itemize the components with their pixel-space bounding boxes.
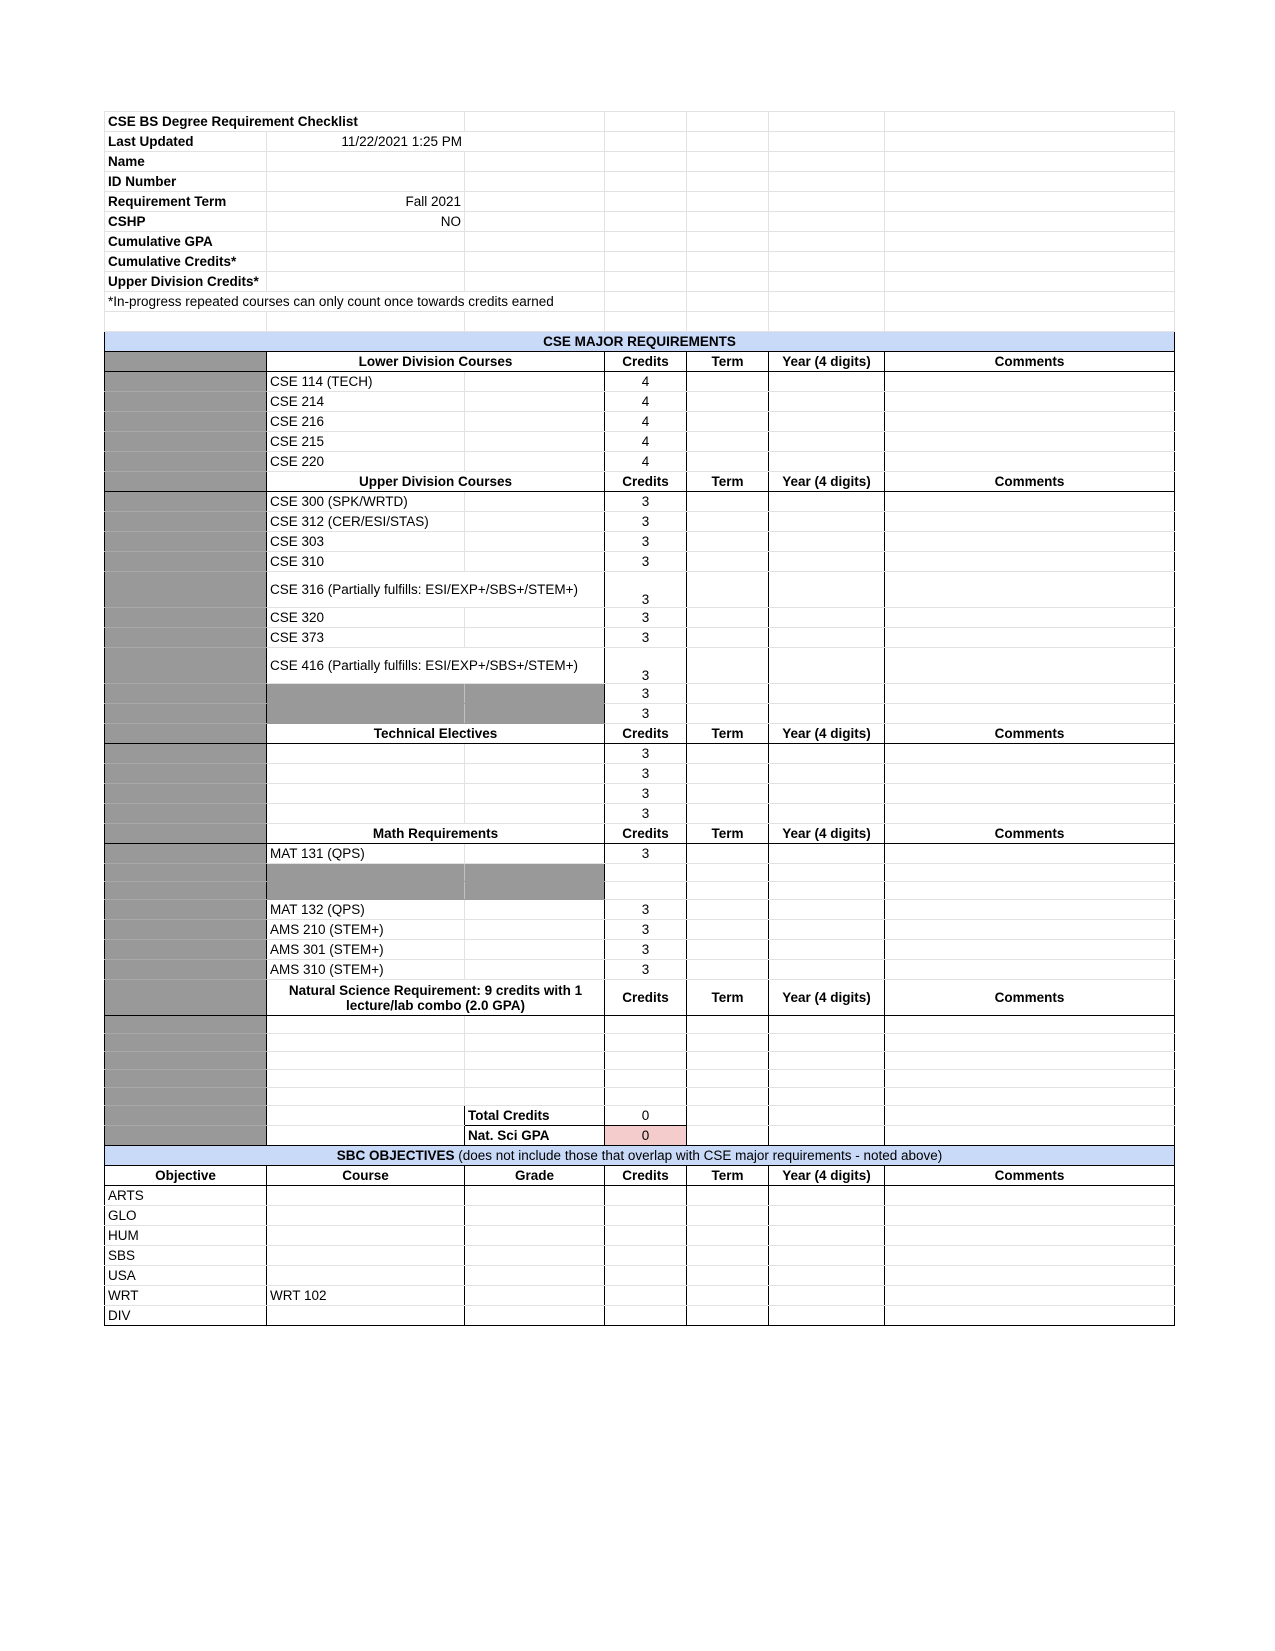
- nat-sci-gpa-label: Nat. Sci GPA: [465, 1126, 605, 1146]
- year-cell[interactable]: [769, 432, 885, 452]
- course-name: AMS 310 (STEM+): [267, 960, 465, 980]
- sbc-course[interactable]: [267, 1246, 465, 1266]
- term-cell[interactable]: [687, 628, 769, 648]
- year-cell[interactable]: [769, 512, 885, 532]
- requirement-term-value[interactable]: Fall 2021: [267, 192, 465, 212]
- comments-cell[interactable]: [885, 572, 1175, 608]
- course-credits: 3: [605, 684, 687, 704]
- credits-column-header: Credits: [605, 724, 687, 744]
- credits-cell[interactable]: [605, 1206, 687, 1226]
- course-credits: 4: [605, 372, 687, 392]
- comments-cell[interactable]: [885, 1206, 1175, 1226]
- blocked-cell: [465, 684, 605, 704]
- sbc-row: [105, 1246, 1175, 1266]
- course-credits: 4: [605, 412, 687, 432]
- term-cell[interactable]: [687, 1286, 769, 1306]
- term-cell[interactable]: [687, 608, 769, 628]
- grade-cell[interactable]: [465, 1186, 605, 1206]
- course-credits: 3: [605, 804, 687, 824]
- comments-cell[interactable]: [885, 648, 1175, 684]
- course-name: CSE 312 (CER/ESI/STAS): [267, 512, 465, 532]
- blocked-cell: [267, 864, 465, 882]
- term-cell[interactable]: [687, 960, 769, 980]
- natsci-row: [105, 1070, 1175, 1088]
- cumulative-credits-value[interactable]: [267, 252, 465, 272]
- comments-cell[interactable]: [885, 512, 1175, 532]
- year-cell[interactable]: [769, 572, 885, 608]
- course-credits: 3: [605, 920, 687, 940]
- comments-column-header: Comments: [885, 824, 1175, 844]
- comments-cell[interactable]: [885, 532, 1175, 552]
- course-name: CSE 220: [267, 452, 465, 472]
- comments-cell[interactable]: [885, 412, 1175, 432]
- blocked-cell: [267, 704, 465, 724]
- term-column-header: Term: [687, 1166, 769, 1186]
- course-name: CSE 316 (Partially fulfills: ESI/EXP+/SBS+/STEM+): [267, 572, 605, 608]
- term-cell[interactable]: [687, 764, 769, 784]
- year-cell[interactable]: [769, 960, 885, 980]
- grade-cell[interactable]: [465, 1286, 605, 1306]
- year-cell[interactable]: [769, 744, 885, 764]
- course-name: CSE 300 (SPK/WRTD): [267, 492, 465, 512]
- course-credits: 3: [605, 628, 687, 648]
- term-cell[interactable]: [687, 1088, 769, 1106]
- comments-cell[interactable]: [885, 940, 1175, 960]
- comments-column-header: Comments: [885, 1166, 1175, 1186]
- credits-cell[interactable]: [605, 1306, 687, 1326]
- credits-cell[interactable]: [605, 1286, 687, 1306]
- grade-cell[interactable]: [465, 1226, 605, 1246]
- credits-cell[interactable]: [605, 1246, 687, 1266]
- term-cell[interactable]: [687, 392, 769, 412]
- total-credits-value: 0: [605, 1106, 687, 1126]
- natsci-row: [105, 1034, 1175, 1052]
- comments-cell[interactable]: [885, 1034, 1175, 1052]
- course-credits: 4: [605, 392, 687, 412]
- term-cell[interactable]: [687, 1206, 769, 1226]
- year-cell[interactable]: [769, 648, 885, 684]
- elective-course-cell[interactable]: [267, 744, 465, 764]
- year-cell[interactable]: [769, 920, 885, 940]
- course-row: [105, 900, 1175, 920]
- cumulative-gpa-label: Cumulative GPA: [105, 232, 267, 252]
- comments-cell[interactable]: [885, 552, 1175, 572]
- term-cell[interactable]: [687, 784, 769, 804]
- term-column-header: Term: [687, 980, 769, 1016]
- sbc-banner-note: (does not include those that overlap with CSE major requirements - noted above): [454, 1148, 943, 1163]
- natsci-course-cell[interactable]: [267, 1034, 465, 1052]
- course-name: CSE 214: [267, 392, 465, 412]
- course-name: MAT 131 (QPS): [267, 844, 465, 864]
- sbc-course[interactable]: [267, 1226, 465, 1246]
- grade-cell[interactable]: [465, 1306, 605, 1326]
- course-name: CSE 114 (TECH): [267, 372, 465, 392]
- credits-column-header: Credits: [605, 980, 687, 1016]
- credits-cell[interactable]: [605, 1266, 687, 1286]
- comments-cell[interactable]: [885, 920, 1175, 940]
- comments-cell[interactable]: [885, 784, 1175, 804]
- year-cell[interactable]: [769, 492, 885, 512]
- course-credits: 3: [605, 552, 687, 572]
- term-cell[interactable]: [687, 900, 769, 920]
- elective-course-cell[interactable]: [267, 764, 465, 784]
- comments-column-header: Comments: [885, 724, 1175, 744]
- comments-column-header: Comments: [885, 352, 1175, 372]
- term-cell[interactable]: [687, 412, 769, 432]
- course-row: [105, 960, 1175, 980]
- sbc-course[interactable]: [267, 1306, 465, 1326]
- natsci-row: [105, 1088, 1175, 1106]
- comments-cell[interactable]: [885, 1306, 1175, 1326]
- comments-cell[interactable]: [885, 628, 1175, 648]
- total-credits-label: Total Credits: [465, 1106, 605, 1126]
- course-credits: 3: [605, 784, 687, 804]
- year-cell[interactable]: [769, 684, 885, 704]
- course-credits: 3: [605, 608, 687, 628]
- major-requirements-banner: CSE MAJOR REQUIREMENTS: [105, 332, 1175, 352]
- term-cell[interactable]: [687, 744, 769, 764]
- year-column-header: Year (4 digits): [769, 980, 885, 1016]
- course-credits: 3: [605, 492, 687, 512]
- term-column-header: Term: [687, 724, 769, 744]
- course-credits: 3: [605, 744, 687, 764]
- grade-cell[interactable]: [465, 1246, 605, 1266]
- sbc-row: [105, 1306, 1175, 1326]
- course-credits: 4: [605, 432, 687, 452]
- natural-science-heading: Natural Science Requirement: 9 credits with 1 lecture/lab combo (2.0 GPA): [267, 980, 605, 1016]
- upper-division-credits-label: Upper Division Credits*: [105, 272, 267, 292]
- year-cell[interactable]: [769, 1016, 885, 1034]
- term-cell[interactable]: [687, 1266, 769, 1286]
- course-row: [105, 532, 1175, 552]
- year-cell[interactable]: [769, 704, 885, 724]
- course-row: [105, 608, 1175, 628]
- natsci-course-cell[interactable]: [267, 1088, 465, 1106]
- term-cell[interactable]: [687, 804, 769, 824]
- technical-electives-heading: Technical Electives: [267, 724, 605, 744]
- course-credits: 3: [605, 960, 687, 980]
- natsci-course-cell[interactable]: [267, 1052, 465, 1070]
- credits-cell[interactable]: [605, 1088, 687, 1106]
- year-cell[interactable]: [769, 1206, 885, 1226]
- course-row: [105, 844, 1175, 864]
- course-name: CSE 215: [267, 432, 465, 452]
- grade-column-header: Grade: [465, 1166, 605, 1186]
- year-cell[interactable]: [769, 1052, 885, 1070]
- sbc-objective: DIV: [105, 1306, 267, 1326]
- course-credits: 3: [605, 512, 687, 532]
- course-credits: 3: [605, 764, 687, 784]
- requirement-term-label: Requirement Term: [105, 192, 267, 212]
- comments-cell[interactable]: [885, 900, 1175, 920]
- elective-course-cell[interactable]: [267, 784, 465, 804]
- year-cell[interactable]: [769, 764, 885, 784]
- upper-division-credits-value[interactable]: [267, 272, 465, 292]
- comments-cell[interactable]: [885, 1286, 1175, 1306]
- course-name: CSE 373: [267, 628, 465, 648]
- comments-cell[interactable]: [885, 452, 1175, 472]
- comments-column-header: Comments: [885, 980, 1175, 1016]
- sbc-objective: ARTS: [105, 1186, 267, 1206]
- grade-cell[interactable]: [465, 1206, 605, 1226]
- course-row: [105, 648, 1175, 684]
- last-updated-value: 11/22/2021 1:25 PM: [341, 134, 462, 149]
- comments-cell[interactable]: [885, 804, 1175, 824]
- checklist-title: CSE BS Degree Requirement Checklist: [105, 112, 465, 132]
- cumulative-gpa-value[interactable]: [267, 232, 465, 252]
- term-cell[interactable]: [687, 1186, 769, 1206]
- nat-sci-gpa-value: 0: [605, 1126, 687, 1146]
- year-cell[interactable]: [769, 1088, 885, 1106]
- credits-footnote: *In-progress repeated courses can only count once towards credits earned: [105, 292, 605, 312]
- grade-cell[interactable]: [465, 1266, 605, 1286]
- natsci-row: [105, 1016, 1175, 1034]
- cshp-value[interactable]: NO: [267, 212, 465, 232]
- comments-cell[interactable]: [885, 372, 1175, 392]
- term-cell[interactable]: [687, 572, 769, 608]
- year-cell[interactable]: [769, 392, 885, 412]
- course-row: [105, 552, 1175, 572]
- elective-course-cell[interactable]: [267, 804, 465, 824]
- course-row: [105, 432, 1175, 452]
- course-row: [105, 412, 1175, 432]
- sbc-banner-title: SBC OBJECTIVES: [336, 1148, 455, 1163]
- year-cell[interactable]: [769, 1034, 885, 1052]
- course-credits: 3: [605, 940, 687, 960]
- sbc-course[interactable]: [267, 1206, 465, 1226]
- credits-cell[interactable]: [605, 1070, 687, 1088]
- year-cell[interactable]: [769, 1226, 885, 1246]
- term-cell[interactable]: [687, 648, 769, 684]
- name-value[interactable]: [267, 152, 465, 172]
- year-cell[interactable]: [769, 1070, 885, 1088]
- natsci-course-cell[interactable]: [267, 1016, 465, 1034]
- term-cell[interactable]: [687, 684, 769, 704]
- term-cell[interactable]: [687, 1246, 769, 1266]
- blocked-cell: [465, 882, 605, 900]
- term-cell[interactable]: [687, 1306, 769, 1326]
- term-cell[interactable]: [687, 492, 769, 512]
- sbc-row: [105, 1206, 1175, 1226]
- comments-cell[interactable]: [885, 1052, 1175, 1070]
- credits-column-header: Credits: [605, 824, 687, 844]
- sbc-row: [105, 1266, 1175, 1286]
- course-name: AMS 210 (STEM+): [267, 920, 465, 940]
- term-cell[interactable]: [687, 1034, 769, 1052]
- course-row: [105, 572, 1175, 608]
- term-cell[interactable]: [687, 1052, 769, 1070]
- course-row: [105, 684, 1175, 704]
- comments-cell[interactable]: [885, 1088, 1175, 1106]
- comments-cell[interactable]: [885, 608, 1175, 628]
- term-column-header: Term: [687, 472, 769, 492]
- course-row: [105, 920, 1175, 940]
- year-column-header: Year (4 digits): [769, 352, 885, 372]
- term-cell[interactable]: [687, 532, 769, 552]
- course-row: [105, 940, 1175, 960]
- course-row: [105, 512, 1175, 532]
- comments-cell[interactable]: [885, 844, 1175, 864]
- comments-cell[interactable]: [885, 392, 1175, 412]
- course-name: CSE 216: [267, 412, 465, 432]
- comments-cell[interactable]: [885, 960, 1175, 980]
- course-credits: 3: [605, 844, 687, 864]
- sbc-objective: HUM: [105, 1226, 267, 1246]
- course-credits: 3: [605, 648, 687, 684]
- course-row: [105, 492, 1175, 512]
- course-row: [105, 704, 1175, 724]
- year-cell[interactable]: [769, 628, 885, 648]
- comments-cell[interactable]: [885, 1246, 1175, 1266]
- course-name: CSE 310: [267, 552, 465, 572]
- comments-cell[interactable]: [885, 704, 1175, 724]
- sbc-row: [105, 1186, 1175, 1206]
- objective-column-header: Objective: [105, 1166, 267, 1186]
- comments-cell[interactable]: [885, 1226, 1175, 1246]
- term-cell[interactable]: [687, 940, 769, 960]
- year-cell[interactable]: [769, 532, 885, 552]
- year-cell[interactable]: [769, 900, 885, 920]
- comments-cell[interactable]: [885, 744, 1175, 764]
- credits-cell[interactable]: [605, 1186, 687, 1206]
- comments-cell[interactable]: [885, 764, 1175, 784]
- comments-cell[interactable]: [885, 1266, 1175, 1286]
- term-cell[interactable]: [687, 512, 769, 532]
- term-cell[interactable]: [687, 1226, 769, 1246]
- comments-cell[interactable]: [885, 1070, 1175, 1088]
- term-cell[interactable]: [687, 552, 769, 572]
- comments-cell[interactable]: [885, 684, 1175, 704]
- natsci-course-cell[interactable]: [267, 1070, 465, 1088]
- cshp-label: CSHP: [105, 212, 267, 232]
- sbc-row: [105, 1286, 1175, 1306]
- credits-cell[interactable]: [605, 1016, 687, 1034]
- last-updated-label: Last Updated: [105, 132, 267, 152]
- year-cell[interactable]: [769, 1266, 885, 1286]
- id-number-label: ID Number: [105, 172, 267, 192]
- year-column-header: Year (4 digits): [769, 724, 885, 744]
- upper-division-heading: Upper Division Courses: [267, 472, 605, 492]
- course-credits: 3: [605, 532, 687, 552]
- term-cell[interactable]: [687, 452, 769, 472]
- year-cell[interactable]: [769, 372, 885, 392]
- term-cell[interactable]: [687, 920, 769, 940]
- year-cell[interactable]: [769, 1186, 885, 1206]
- sbc-objectives-banner: [105, 1146, 1175, 1166]
- term-column-header: Term: [687, 824, 769, 844]
- comments-cell[interactable]: [885, 1016, 1175, 1034]
- sbc-course[interactable]: [267, 1186, 465, 1206]
- term-cell[interactable]: [687, 1070, 769, 1088]
- sbc-objective: SBS: [105, 1246, 267, 1266]
- term-cell[interactable]: [687, 704, 769, 724]
- natsci-row: [105, 1052, 1175, 1070]
- year-cell[interactable]: [769, 844, 885, 864]
- degree-checklist-sheet: [104, 111, 1175, 1326]
- course-name: MAT 132 (QPS): [267, 900, 465, 920]
- sbc-objective: USA: [105, 1266, 267, 1286]
- course-name: CSE 320: [267, 608, 465, 628]
- blocked-cell: [465, 704, 605, 724]
- elective-row: [105, 804, 1175, 824]
- course-name: CSE 416 (Partially fulfills: ESI/EXP+/SBS+/STEM+): [267, 648, 605, 684]
- course-row: [105, 452, 1175, 472]
- credits-column-header: Credits: [605, 1166, 687, 1186]
- credits-cell[interactable]: [605, 1226, 687, 1246]
- course-credits: 3: [605, 900, 687, 920]
- sbc-row: [105, 1226, 1175, 1246]
- credits-column-header: Credits: [605, 472, 687, 492]
- term-cell[interactable]: [687, 372, 769, 392]
- year-cell[interactable]: [769, 1286, 885, 1306]
- sbc-course[interactable]: WRT 102: [267, 1286, 465, 1306]
- year-column-header: Year (4 digits): [769, 1166, 885, 1186]
- blocked-cell: [267, 882, 465, 900]
- course-credits: 3: [605, 572, 687, 608]
- elective-row: [105, 744, 1175, 764]
- term-cell[interactable]: [687, 844, 769, 864]
- sbc-objective: WRT: [105, 1286, 267, 1306]
- course-row: [105, 628, 1175, 648]
- math-requirements-heading: Math Requirements: [267, 824, 605, 844]
- year-cell[interactable]: [769, 1306, 885, 1326]
- course-credits: 4: [605, 452, 687, 472]
- comments-cell[interactable]: [885, 432, 1175, 452]
- blocked-cell: [267, 684, 465, 704]
- course-row: [105, 372, 1175, 392]
- year-cell[interactable]: [769, 608, 885, 628]
- credits-cell[interactable]: [605, 1052, 687, 1070]
- lower-division-heading: Lower Division Courses: [267, 352, 605, 372]
- year-cell[interactable]: [769, 552, 885, 572]
- id-number-value[interactable]: [267, 172, 465, 192]
- cumulative-credits-label: Cumulative Credits*: [105, 252, 267, 272]
- comments-cell[interactable]: [885, 492, 1175, 512]
- sbc-course[interactable]: [267, 1266, 465, 1286]
- year-column-header: Year (4 digits): [769, 472, 885, 492]
- blocked-cell: [465, 864, 605, 882]
- year-column-header: Year (4 digits): [769, 824, 885, 844]
- term-cell[interactable]: [687, 432, 769, 452]
- name-label: Name: [105, 152, 267, 172]
- course-row: [105, 392, 1175, 412]
- comments-cell[interactable]: [885, 1186, 1175, 1206]
- course-credits: 3: [605, 704, 687, 724]
- year-cell[interactable]: [769, 412, 885, 432]
- year-cell[interactable]: [769, 1246, 885, 1266]
- term-cell[interactable]: [687, 1016, 769, 1034]
- course-name: AMS 301 (STEM+): [267, 940, 465, 960]
- elective-row: [105, 764, 1175, 784]
- year-cell[interactable]: [769, 804, 885, 824]
- credits-cell[interactable]: [605, 1034, 687, 1052]
- year-cell[interactable]: [769, 452, 885, 472]
- course-column-header: Course: [267, 1166, 465, 1186]
- year-cell[interactable]: [769, 784, 885, 804]
- elective-row: [105, 784, 1175, 804]
- year-cell[interactable]: [769, 940, 885, 960]
- sbc-objective: GLO: [105, 1206, 267, 1226]
- course-name: CSE 303: [267, 532, 465, 552]
- comments-column-header: Comments: [885, 472, 1175, 492]
- credits-column-header: Credits: [605, 352, 687, 372]
- term-column-header: Term: [687, 352, 769, 372]
